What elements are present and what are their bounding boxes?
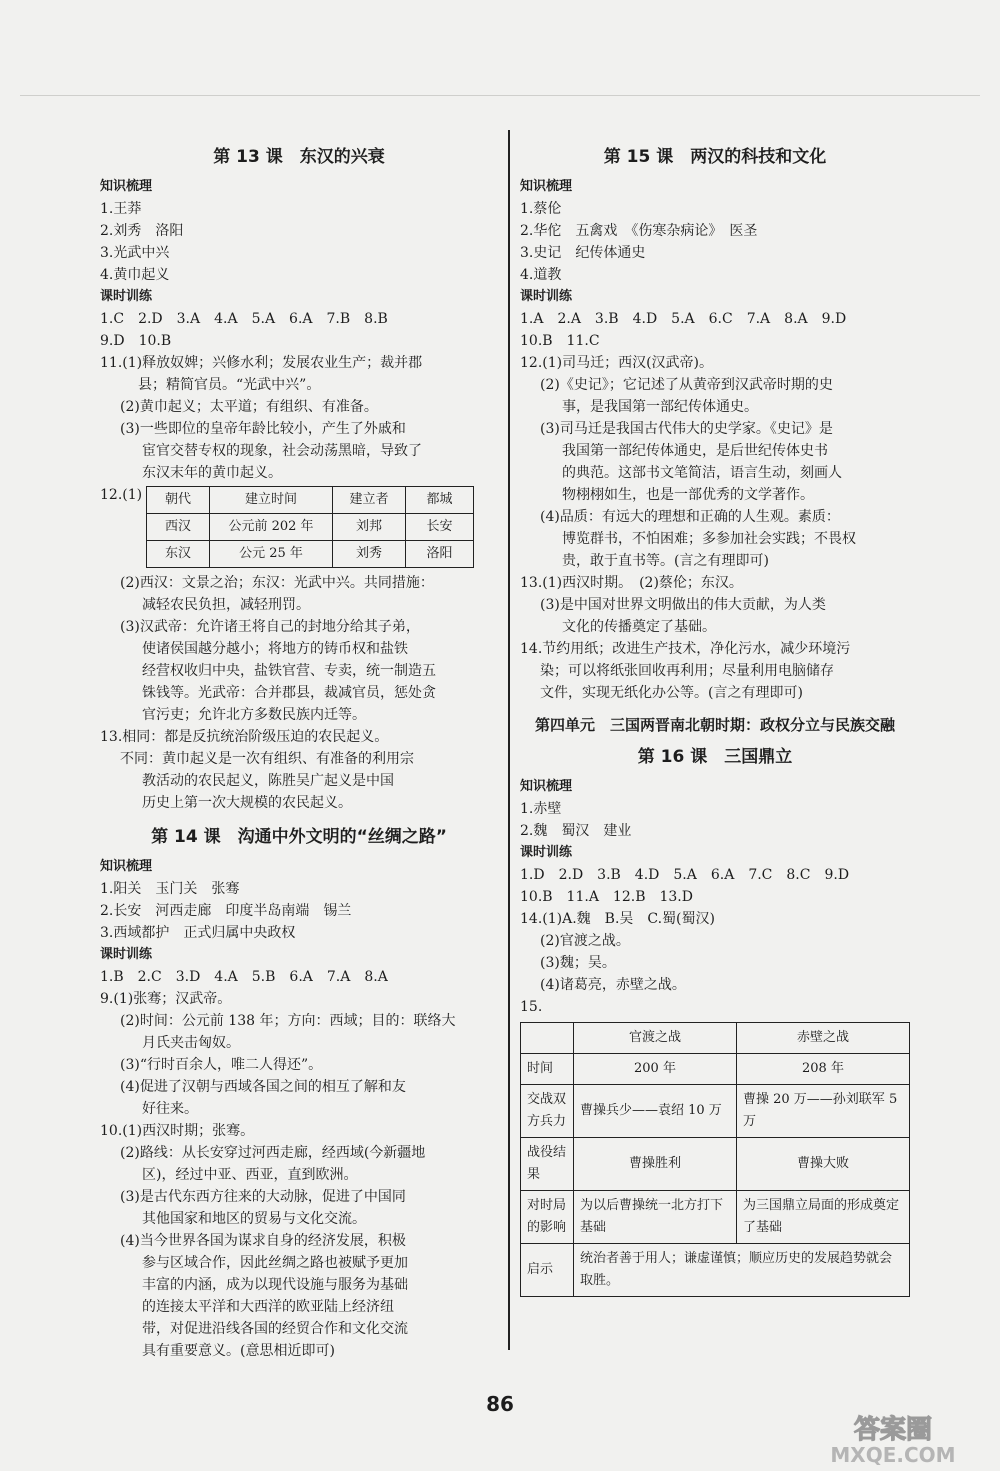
table-cell: 对时局的影响 — [521, 1191, 574, 1244]
answer-line: 经营权收归中央，盐铁官营、专卖，统一制造五 — [142, 663, 436, 679]
lesson-13-title: 第 13 课 东汉的兴衰 — [213, 147, 385, 167]
table-cell: 都城 — [406, 487, 474, 514]
q12-block — [100, 484, 498, 572]
lesson-16-title: 第 16 课 三国鼎立 — [637, 747, 793, 767]
table-row — [147, 514, 474, 541]
q15-label: 15. — [520, 999, 543, 1015]
table-cell: 赤壁之战 — [737, 1023, 910, 1054]
choice-answers: 1.C 2.D 3.A 4.A 5.A 6.A 7.B 8.B — [100, 311, 388, 327]
section-knowledge: 知识梳理 — [100, 179, 153, 194]
section-practice: 课时训练 — [520, 289, 573, 304]
answer-line: 月氏夹击匈奴。 — [142, 1035, 240, 1051]
answer-line: 1.赤壁 — [520, 801, 562, 817]
column-divider — [508, 130, 510, 1350]
answer-line: 4.道教 — [520, 267, 562, 283]
choice-answers: 1.B 2.C 3.D 4.A 5.B 6.A 7.A 8.A — [100, 969, 388, 985]
table-cell: 官渡之战 — [574, 1023, 737, 1054]
table-cell: 东汉 — [147, 541, 210, 568]
answer-line: (2)西汉：文景之治；东汉：光武中兴。共同措施： — [120, 575, 434, 591]
answer-line: (4)诸葛亮，赤壁之战。 — [540, 977, 686, 993]
table-row — [521, 1085, 910, 1138]
answer-line: 染；可以将纸张回收再利用；尽量利用电脑储存 — [540, 663, 834, 679]
table-cell: 为以后曹操统一北方打下基础 — [574, 1191, 737, 1244]
section-knowledge: 知识梳理 — [520, 179, 573, 194]
table-cell: 曹操胜利 — [574, 1138, 737, 1191]
table-cell: 建立时间 — [210, 487, 333, 514]
choice-answers: 1.D 2.D 3.B 4.D 5.A 6.A 7.C 8.C 9.D — [520, 867, 850, 883]
table-row — [521, 1244, 910, 1297]
answer-line: 历史上第一次大规模的农民起义。 — [142, 795, 352, 811]
answer-line: 1.阳关 玉门关 张骞 — [100, 881, 240, 897]
page-number: 86 — [486, 1392, 514, 1416]
page-top-shadow — [20, 95, 980, 96]
table-cell: 曹操兵少——袁绍 10 万 — [574, 1085, 737, 1138]
answer-line: (3)司马迁是我国古代伟大的史学家。《史记》是 — [540, 421, 833, 437]
answer-line: 铢钱等。光武帝：合并郡县，裁减官员，惩处贪 — [142, 685, 436, 701]
table-row — [521, 1054, 910, 1085]
unit-4-title: 第四单元 三国两晋南北朝时期：政权分立与民族交融 — [534, 716, 895, 734]
table-cell: 公元前 202 年 — [210, 514, 333, 541]
left-column — [100, 140, 498, 1362]
answer-line: 11.(1)释放奴婢；兴修水利；发展农业生产；裁并郡 — [100, 355, 423, 371]
table-cell: 为三国鼎立局面的形成奠定了基础 — [737, 1191, 910, 1244]
answer-line: (3)“行时百余人，唯二人得还”。 — [120, 1057, 323, 1073]
section-practice: 课时训练 — [520, 845, 573, 860]
answer-line: 14.(1)A.魏 B.吴 C.蜀(蜀汉) — [520, 911, 715, 927]
section-practice: 课时训练 — [100, 947, 153, 962]
table-row — [521, 1138, 910, 1191]
answer-line: 其他国家和地区的贸易与文化交流。 — [142, 1211, 366, 1227]
table-cell: 统治者善于用人；谦虚谨慎；顺应历史的发展趋势就会取胜。 — [574, 1244, 910, 1297]
answer-line: 使诸侯国越分越小；将地方的铸币权和盐铁 — [142, 641, 408, 657]
answer-line: 县；精简官员。“光武中兴”。 — [138, 377, 321, 393]
answer-line: (3)是中国对世界文明做出的伟大贡献，为人类 — [540, 597, 826, 613]
choice-answers: 10.B 11.C — [520, 333, 600, 349]
choice-answers: 10.B 11.A 12.B 13.D — [520, 889, 693, 905]
q12-label: 12.(1) — [100, 487, 143, 503]
answer-line: 贵，敢于直书等。(言之有理即可) — [562, 553, 769, 569]
table-cell: 200 年 — [574, 1054, 737, 1085]
table-cell: 时间 — [521, 1054, 574, 1085]
table-cell: 曹操 20 万——孙刘联军 5 万 — [737, 1085, 910, 1138]
answer-line: 4.黄巾起义 — [100, 267, 170, 283]
section-knowledge: 知识梳理 — [100, 859, 153, 874]
table-cell: 交战双方兵力 — [521, 1085, 574, 1138]
answer-line: (3)汉武帝：允许诸王将自己的封地分给其子弟， — [120, 619, 420, 635]
battle-comparison-table — [520, 1022, 910, 1297]
answer-line: (2)官渡之战。 — [540, 933, 630, 949]
watermark-line1: 答案圈 — [853, 1415, 933, 1445]
table-cell: 长安 — [406, 514, 474, 541]
answer-line: 好往来。 — [142, 1101, 198, 1117]
answer-line: 14.节约用纸；改进生产技术，净化污水，减少环境污 — [520, 641, 851, 657]
answer-line: (4)品质：有远大的理想和正确的人生观。素质： — [540, 509, 840, 525]
answer-line: 丰富的内涵，成为以现代设施与服务为基础 — [142, 1277, 408, 1293]
answer-line: 区)，经过中亚、西亚，直到欧洲。 — [142, 1167, 358, 1183]
answer-line: 不同：黄巾起义是一次有组织、有准备的利用宗 — [120, 751, 414, 767]
watermark-line2: MXQE.COM — [830, 1443, 956, 1466]
section-knowledge: 知识梳理 — [520, 779, 573, 794]
answer-line: 12.(1)司马迁；西汉(汉武帝)。 — [520, 355, 714, 371]
answer-line: 13.(1)西汉时期。 (2)蔡伦；东汉。 — [520, 575, 743, 591]
answer-line: 减轻农民负担，减轻刑罚。 — [142, 597, 310, 613]
answer-line: 参与区域合作，因此丝绸之路也被赋予更加 — [142, 1255, 408, 1271]
section-practice: 课时训练 — [100, 289, 153, 304]
answer-line: 宦官交替专权的现象，社会动荡黑暗，导致了 — [142, 443, 422, 459]
answer-line: (2)黄巾起义；太平道；有组织、有准备。 — [120, 399, 378, 415]
choice-answers: 1.A 2.A 3.B 4.D 5.A 6.C 7.A 8.A 9.D — [520, 311, 847, 327]
table-row — [521, 1191, 910, 1244]
table-cell: 西汉 — [147, 514, 210, 541]
answer-line: (2)时间：公元前 138 年；方向：西域；目的：联络大 — [120, 1013, 456, 1029]
answer-line: (3)是古代东西方往来的大动脉，促进了中国同 — [120, 1189, 406, 1205]
table-cell: 公元 25 年 — [210, 541, 333, 568]
answer-line: 3.光武中兴 — [100, 245, 170, 261]
answer-line: 文件，实现无纸化办公等。(言之有理即可) — [540, 685, 803, 701]
answer-line: 的典范。这部书文笔简洁，语言生动，刻画人 — [562, 465, 842, 481]
table-cell: 洛阳 — [406, 541, 474, 568]
table-row — [147, 541, 474, 568]
answer-line: 3.史记 纪传体通史 — [520, 245, 646, 261]
answer-line: 13.相同：都是反抗统治阶级压迫的农民起义。 — [100, 729, 389, 745]
answer-line: 事，是我国第一部纪传体通史。 — [562, 399, 758, 415]
table-cell: 建立者 — [333, 487, 406, 514]
answer-line: 物栩栩如生，也是一部优秀的文学著作。 — [562, 487, 814, 503]
answer-line: 1.王莽 — [100, 201, 142, 217]
answer-line: 教活动的农民起义，陈胜吴广起义是中国 — [142, 773, 394, 789]
answer-line: 具有重要意义。(意思相近即可) — [142, 1343, 335, 1359]
answer-line: 官污吏；允许北方多数民族内迁等。 — [142, 707, 366, 723]
lesson-14-title: 第 14 课 沟通中外文明的“丝绸之路” — [151, 827, 447, 847]
answer-line: (2)《史记》；它记述了从黄帝到汉武帝时期的史 — [540, 377, 833, 393]
answer-line: 2.长安 河西走廊 印度半岛南端 锡兰 — [100, 903, 352, 919]
answer-line: 我国第一部纪传体通史，是后世纪传体史书 — [562, 443, 828, 459]
answer-line: 博览群书，不怕困难；多参加社会实践；不畏权 — [562, 531, 856, 547]
watermark-logo — [798, 1410, 988, 1466]
answer-line: (4)当今世界各国为谋求自身的经济发展，积极 — [120, 1233, 406, 1249]
answer-line: 东汉末年的黄巾起义。 — [142, 465, 282, 481]
table-cell: 启示 — [521, 1244, 574, 1297]
right-column — [520, 140, 910, 1301]
table-cell: 刘秀 — [333, 541, 406, 568]
table-cell — [521, 1023, 574, 1054]
answer-line: (4)促进了汉朝与西域各国之间的相互了解和友 — [120, 1079, 406, 1095]
lesson-15-title: 第 15 课 两汉的科技和文化 — [603, 147, 827, 167]
answer-line: 2.华佗 五禽戏 《伤寒杂病论》 医圣 — [520, 223, 758, 239]
table-row — [147, 487, 474, 514]
table-cell: 208 年 — [737, 1054, 910, 1085]
table-cell: 战役结果 — [521, 1138, 574, 1191]
table-cell: 曹操大败 — [737, 1138, 910, 1191]
answer-line: (3)魏；吴。 — [540, 955, 616, 971]
answer-line: (2)路线：从长安穿过河西走廊，经西域(今新疆地 — [120, 1145, 426, 1161]
choice-answers: 9.D 10.B — [100, 333, 172, 349]
answer-line: 10.(1)西汉时期；张骞。 — [100, 1123, 255, 1139]
answer-line: (3)一些即位的皇帝年龄比较小，产生了外戚和 — [120, 421, 406, 437]
answer-line: 带，对促进沿线各国的经贸合作和文化交流 — [142, 1321, 408, 1337]
table-row — [521, 1023, 910, 1054]
answer-line: 9.(1)张骞；汉武帝。 — [100, 991, 232, 1007]
table-cell: 刘邦 — [333, 514, 406, 541]
answer-line: 3.西域都护 正式归属中央政权 — [100, 925, 296, 941]
answer-line: 2.魏 蜀汉 建业 — [520, 823, 632, 839]
dynasty-table — [146, 486, 474, 568]
answer-line: 2.刘秀 洛阳 — [100, 223, 184, 239]
answer-line: 1.蔡伦 — [520, 201, 562, 217]
table-cell: 朝代 — [147, 487, 210, 514]
answer-line: 的连接太平洋和大西洋的欧亚陆上经济纽 — [142, 1299, 394, 1315]
answer-line: 文化的传播奠定了基础。 — [562, 619, 716, 635]
